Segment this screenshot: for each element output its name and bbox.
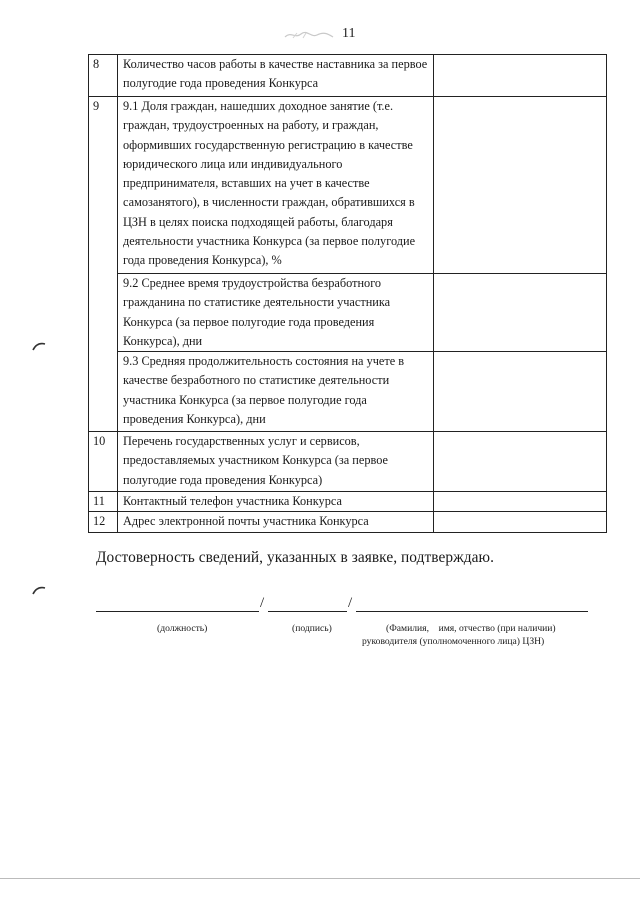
confirmation-statement: Достоверность сведений, указанных в заявке, подтверждаю. xyxy=(96,549,494,566)
table-row xyxy=(89,432,607,492)
position-caption: (должность) xyxy=(157,623,208,634)
row-value-cell[interactable] xyxy=(434,274,607,352)
punch-hole-mark xyxy=(32,585,46,595)
row-label: 9.2 Среднее время трудоустройства безработного гражданина по статистике деятельности участника Конкурса (за первое полугодие года проведения Конкурса), дни xyxy=(118,274,434,352)
row-number: 12 xyxy=(89,512,118,532)
separator-slash: / xyxy=(260,595,265,611)
separator-slash: / xyxy=(348,595,353,611)
row-label: Перечень государственных услуг и сервисов, предоставляемых участником Конкурса (за первое полугодие года проведения Конкурса) xyxy=(118,432,434,492)
table-row xyxy=(89,352,607,432)
row-label: Адрес электронной почты участника Конкурса xyxy=(118,512,434,532)
signature-caption: (подпись) xyxy=(292,623,332,634)
name-caption-line2: руководителя (уполномоченного лица) ЦЗН) xyxy=(362,636,545,647)
signature-line[interactable] xyxy=(268,611,347,612)
scan-edge-line xyxy=(0,878,640,879)
table-row xyxy=(89,97,607,274)
row-number: 9 xyxy=(89,97,118,432)
application-table xyxy=(88,54,607,533)
table-row xyxy=(89,512,607,532)
punch-hole-mark xyxy=(32,341,46,351)
row-value-cell[interactable] xyxy=(434,97,607,274)
position-line[interactable] xyxy=(96,611,259,612)
table-row xyxy=(89,274,607,352)
row-label: Количество часов работы в качестве наставника за первое полугодие года проведения Конкурса xyxy=(118,55,434,97)
row-label: 9.1 Доля граждан, нашедших доходное занятие (т.е. граждан, трудоустроенных на работу, и граждан, оформивших государственную регистрацию в качестве юридического лица или индивидуального предпринимателя, вставших на учет в качестве самозанятого), в численности граждан, обратившихся в ЦЗН в целях поиска подходящей работы, благодаря деятельности участника Конкурса (за первое полугодие года проведения Конкурса), % xyxy=(118,97,434,274)
full-name-line[interactable] xyxy=(356,611,588,612)
name-caption-line1: (Фамилия, имя, отчество (при наличии) xyxy=(386,623,556,634)
row-value-cell[interactable] xyxy=(434,55,607,97)
row-number: 11 xyxy=(89,492,118,512)
page-number: 11 xyxy=(342,26,356,41)
table-row xyxy=(89,492,607,512)
handwritten-mark xyxy=(283,29,335,41)
row-value-cell[interactable] xyxy=(434,512,607,532)
row-value-cell[interactable] xyxy=(434,492,607,512)
row-value-cell[interactable] xyxy=(434,432,607,492)
row-number: 10 xyxy=(89,432,118,492)
row-label: 9.3 Средняя продолжительность состояния на учете в качестве безработного по статистике деятельности участника Конкурса (за первое полугодие года проведения Конкурса), дни xyxy=(118,352,434,432)
row-label: Контактный телефон участника Конкурса xyxy=(118,492,434,512)
row-number: 8 xyxy=(89,55,118,97)
table-row xyxy=(89,55,607,97)
row-value-cell[interactable] xyxy=(434,352,607,432)
